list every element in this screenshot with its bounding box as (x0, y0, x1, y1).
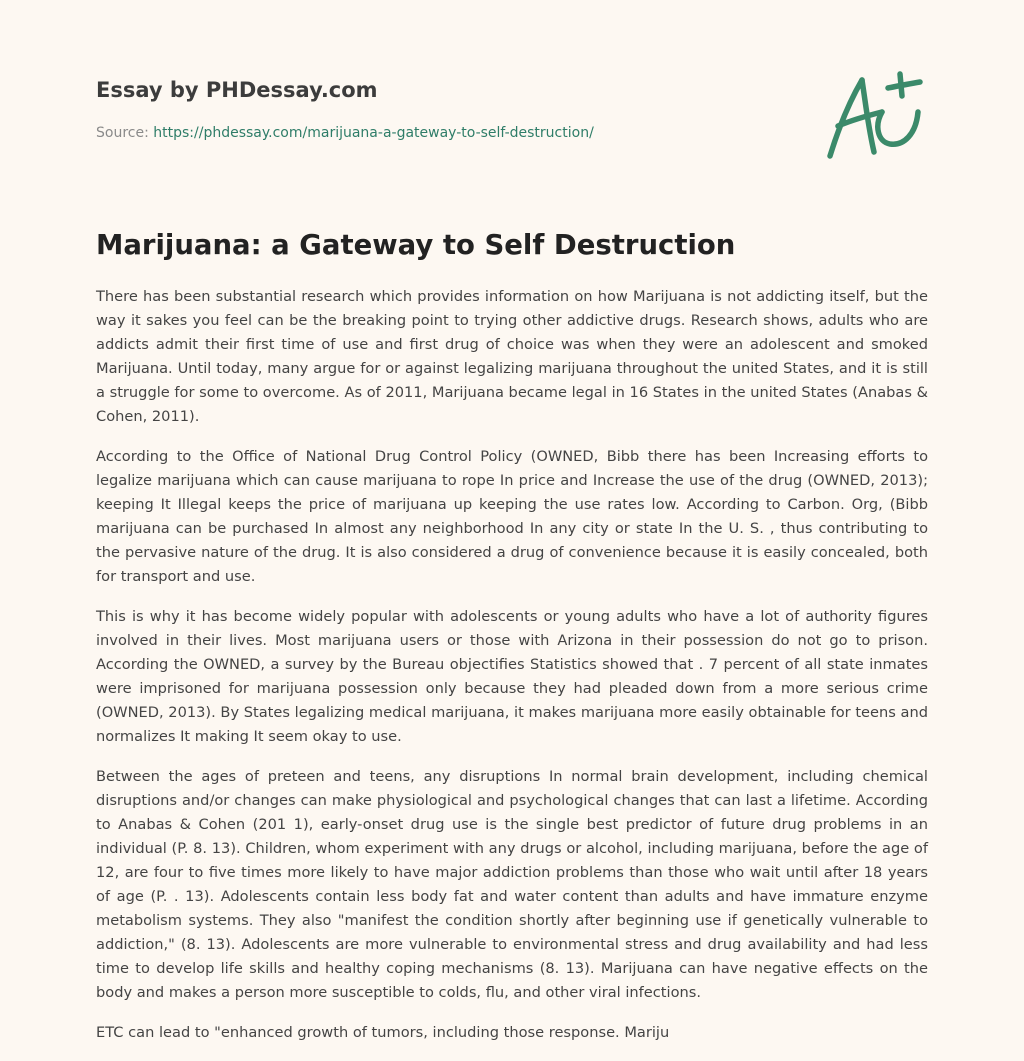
a-plus-grade-icon (822, 68, 926, 164)
essay-header (96, 76, 796, 141)
essay-paragraph: According to the Office of National Drug Control Policy (OWNED, Bibb there has been Increasing efforts to legalize marijuana which can cause marijuana to rope In price and Increase the use of the drug (OWNED, 2013); keeping It Illegal keeps the price of marijuana up keeping the use rates low. According to Carbon. Org, (Bibb marijuana can be purchased In almost any neighborhood In any city or state In the U. S. , thus contributing to the pervasive nature of the drug. It is also considered a drug of convenience because it is easily concealed, both for transport and use. (96, 448, 928, 585)
essay-paragraph: Between the ages of preteen and teens, any disruptions In normal brain development, including chemical disruptions and/or changes can make physiological and psychological changes that can last a lifetime. According to Anabas & Cohen (201 1), early-onset drug use is the single best predictor of future drug problems in an individual (P. 8. 13). Children, whom experiment with any drugs or alcohol, including marijuana, before the age of 12, are four to five times more likely to have major addiction problems than those who wait until after 18 years of age (P. . 13). Adolescents contain less body fat and water content than adults and have immature enzyme metabolism systems. They also "manifest the condition shortly after beginning use if genetically vulnerable to addiction," (8. 13). Adolescents are more vulnerable to environmental stress and drug availability and had less time to develop life skills and healthy coping mechanisms (8. 13). Marijuana can have negative effects on the body and makes a person more susceptible to colds, flu, and other viral infections. (96, 768, 928, 1001)
essay-body (96, 285, 928, 1061)
essay-paragraph: This is why it has become widely popular with adolescents or young adults who have a lot of authority figures involved in their lives. Most marijuana users or those with Arizona in their possession do not go to prison. According the OWNED, a survey by the Bureau objectifies Statistics showed that . 7 percent of all state inmates were imprisoned for marijuana possession only because they had pleaded down from a more serious crime (OWNED, 2013). By States legalizing medical marijuana, it makes marijuana more easily obtainable for teens and normalizes It making It seem okay to use. (96, 608, 928, 745)
site-brand: Essay by PHDessay.com (96, 78, 378, 102)
source-line (96, 124, 594, 142)
source-link[interactable]: https://phdessay.com/marijuana-a-gateway-to-self-destruction/ (153, 125, 594, 141)
essay-paragraph: ETC can lead to "enhanced growth of tumors, including those response. Mariju (96, 1024, 670, 1041)
essay-title: Marijuana: a Gateway to Self Destruction (96, 229, 736, 261)
essay-paragraph: There has been substantial research which provides information on how Marijuana is not addicting itself, but the way it sakes you feel can be the breaking point to trying other addictive drugs. Research shows, adults who are addicts admit their first time of use and first drug of choice was when they were an adolescent and smoked Marijuana. Until today, many argue for or against legalizing marijuana throughout the united States, and it is still a struggle for some to overcome. As of 2011, Marijuana became legal in 16 States in the united States (Anabas & Cohen, 2011). (96, 288, 928, 425)
source-label: Source: (96, 125, 149, 141)
